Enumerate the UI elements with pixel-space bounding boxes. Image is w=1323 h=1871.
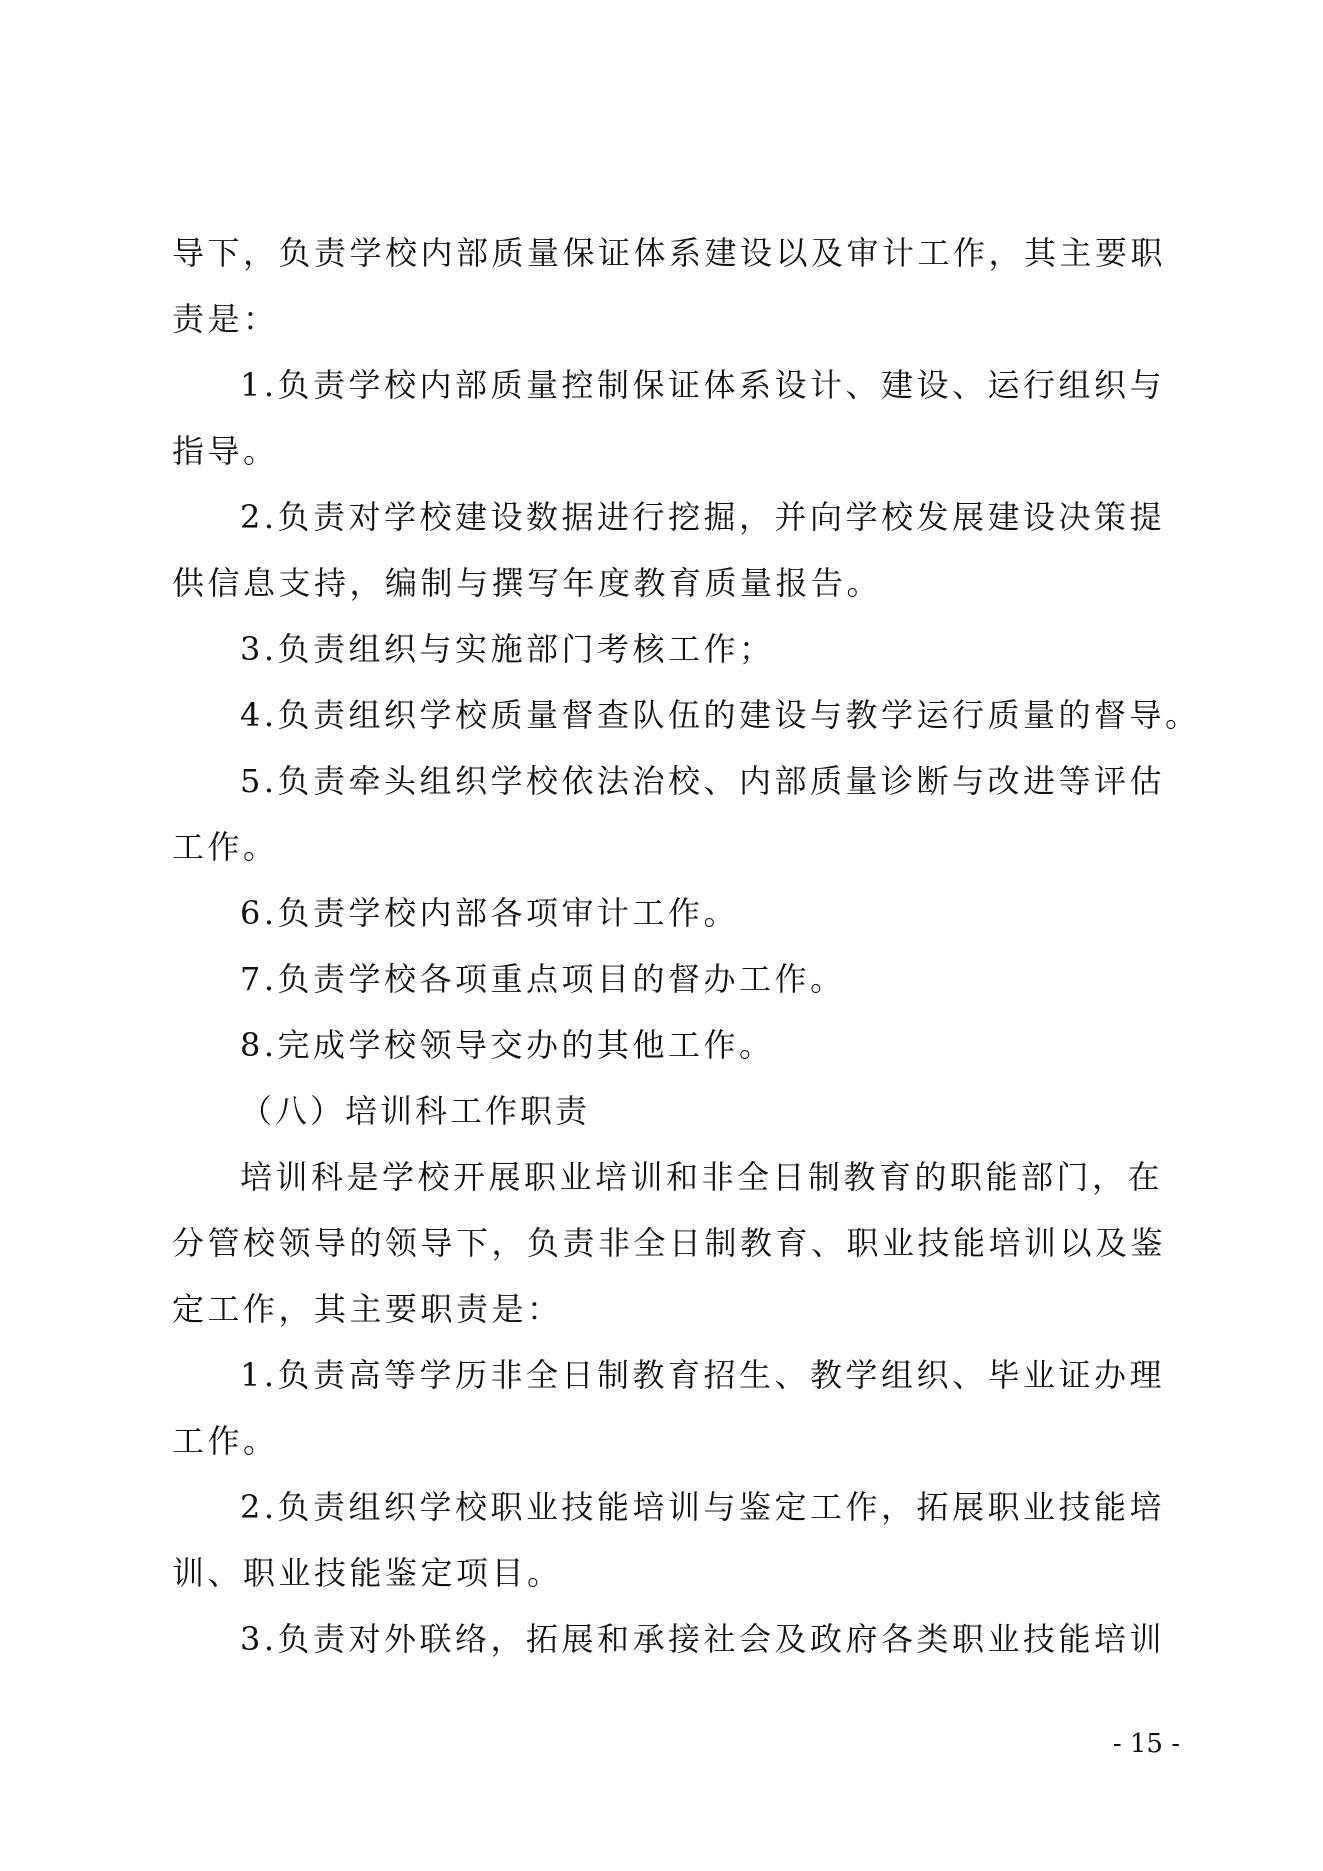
list-item-text: 2.负责组织学校职业技能培训与鉴定工作，拓展职业技能培	[240, 1488, 1166, 1526]
list-item-text: 6.负责学校内部各项审计工作。	[240, 894, 740, 932]
list-item-text: 1.负责学校内部质量控制保证体系设计、建设、运行组织与	[240, 366, 1166, 404]
list-item-text: 8.完成学校领导交办的其他工作。	[240, 1026, 775, 1064]
body-text-line: 工作。	[172, 1422, 279, 1460]
body-text-line: 导下，负责学校内部质量保证体系建设以及审计工作，其主要职	[172, 234, 1167, 272]
list-item-text: 5.负责牵头组织学校依法治校、内部质量诊断与改进等评估	[240, 762, 1166, 800]
body-text-line: 培训科是学校开展职业培训和非全日制教育的职能部门，在	[240, 1158, 1164, 1196]
page-number: - 15 -	[1112, 1729, 1180, 1759]
body-text-line: 定工作，其主要职责是：	[172, 1290, 563, 1328]
body-text-line: 指导。	[172, 432, 279, 470]
section-heading: （八）培训科工作职责	[240, 1092, 591, 1130]
body-text-line: 分管校领导的领导下，负责非全日制教育、职业技能培训以及鉴	[172, 1224, 1167, 1262]
list-item-text: 3.负责对外联络，拓展和承接社会及政府各类职业技能培训	[240, 1620, 1166, 1658]
body-text-line: 工作。	[172, 828, 279, 866]
list-item-text: 3.负责组织与实施部门考核工作；	[240, 630, 775, 668]
body-text-line: 训、职业技能鉴定项目。	[172, 1554, 563, 1592]
list-item-text: 4.负责组织学校质量督查队伍的建设与教学运行质量的督导。	[240, 696, 1201, 734]
list-item-text: 1.负责高等学历非全日制教育招生、教学组织、毕业证办理	[240, 1356, 1166, 1394]
list-item-text: 7.负责学校各项重点项目的督办工作。	[240, 960, 846, 998]
body-text-line: 供信息支持，编制与撰写年度教育质量报告。	[172, 564, 883, 602]
list-item-text: 2.负责对学校建设数据进行挖掘，并向学校发展建设决策提	[240, 498, 1166, 536]
body-text-line: 责是：	[172, 300, 279, 338]
